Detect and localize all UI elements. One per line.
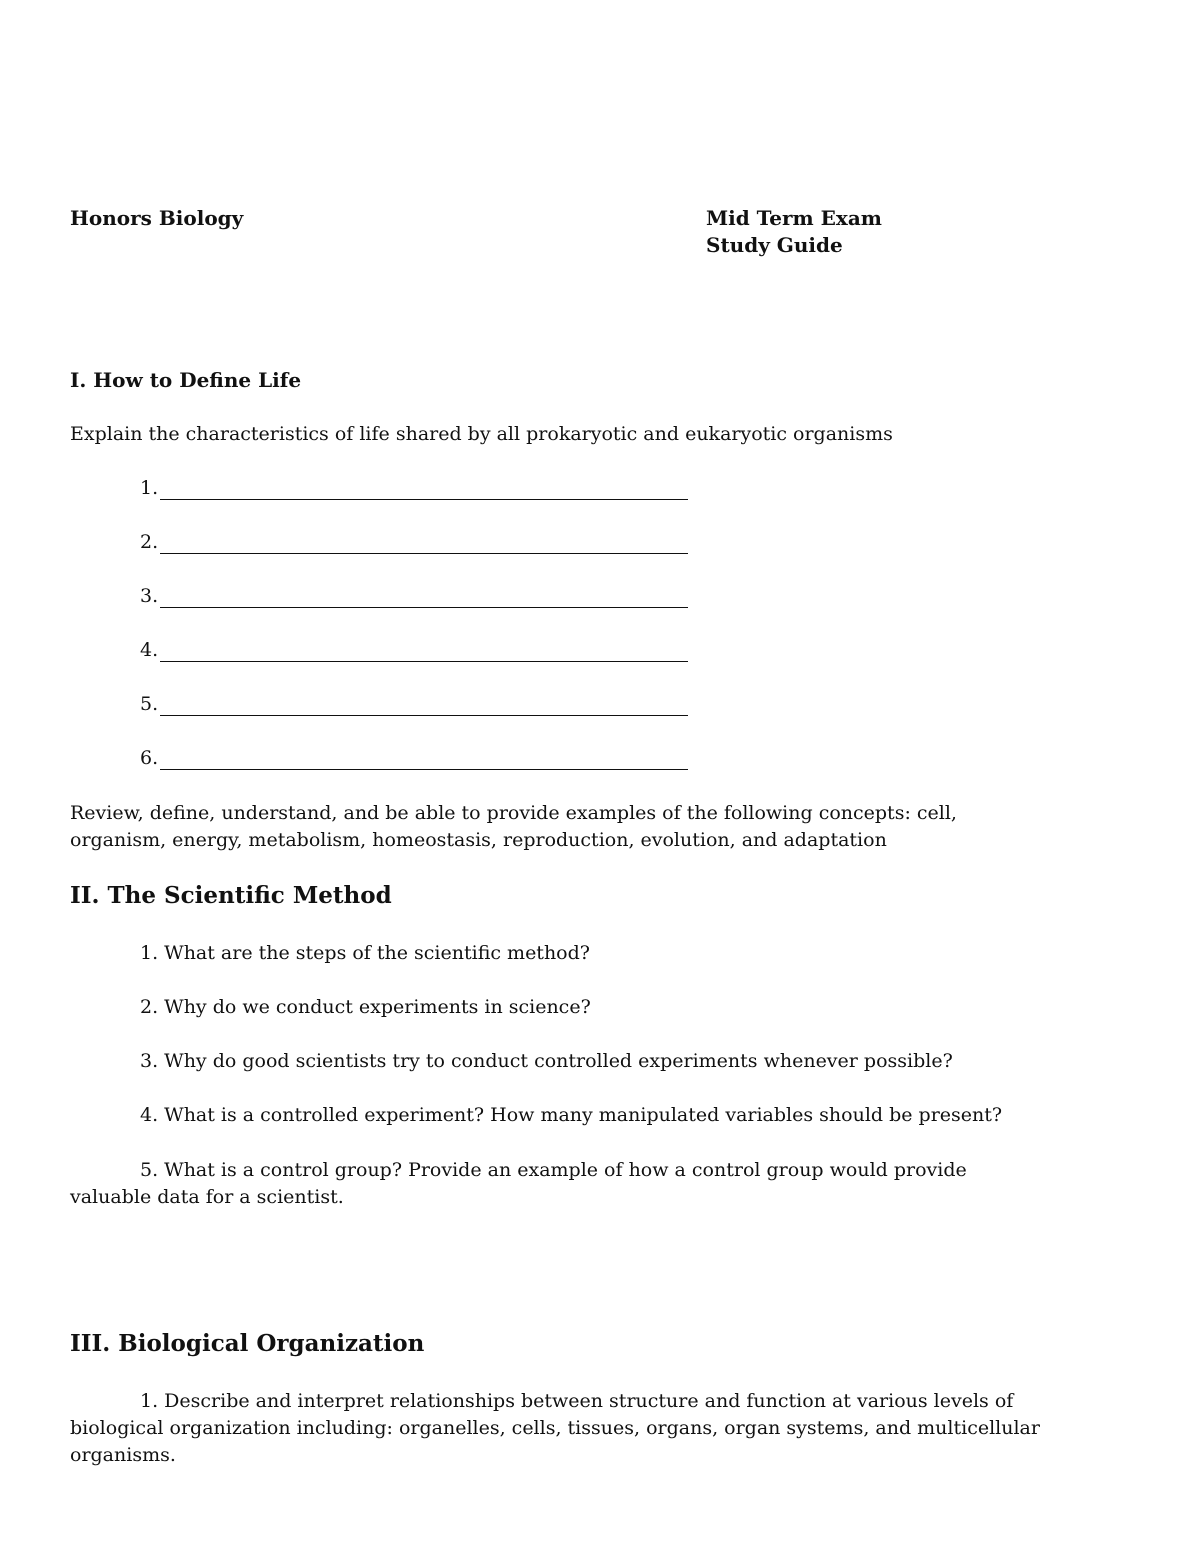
blank-line — [160, 769, 688, 770]
section-3-q1-line-3: organisms. — [70, 1444, 176, 1466]
blank-number: 6. — [140, 747, 159, 769]
blank-line — [160, 715, 688, 716]
question-item: 3. Why do good scientists try to conduct controlled experiments whenever possible? — [140, 1050, 953, 1072]
section-3-title: III. Biological Organization — [70, 1330, 425, 1357]
answer-blank-1[interactable] — [140, 477, 158, 503]
blank-number: 2. — [140, 531, 159, 553]
review-text-line-2: organism, energy, metabolism, homeostasis, reproduction, evolution, and adaptation — [70, 829, 887, 851]
answer-blank-4[interactable] — [140, 639, 158, 665]
answer-blank-5[interactable] — [140, 693, 158, 719]
answer-blank-2[interactable] — [140, 531, 158, 557]
exam-subtitle: Study Guide — [706, 233, 843, 257]
section-3-q1-line-2: biological organization including: organelles, cells, tissues, organs, organ systems, and multicellular — [70, 1417, 1040, 1439]
blank-number: 1. — [140, 477, 159, 499]
blank-line — [160, 499, 688, 500]
course-title: Honors Biology — [70, 206, 244, 230]
section-1-prompt: Explain the characteristics of life shared by all prokaryotic and eukaryotic organisms — [70, 423, 893, 445]
section-3-q1-line-1: 1. Describe and interpret relationships between structure and function at various levels of — [140, 1390, 1014, 1412]
question-item: 2. Why do we conduct experiments in science? — [140, 996, 591, 1018]
blank-line — [160, 607, 688, 608]
blank-line — [160, 553, 688, 554]
blank-number: 3. — [140, 585, 159, 607]
question-5-line-1: 5. What is a control group? Provide an example of how a control group would provide — [140, 1159, 967, 1181]
section-2-title: II. The Scientific Method — [70, 882, 392, 909]
exam-title: Mid Term Exam — [706, 206, 882, 230]
blank-number: 4. — [140, 639, 159, 661]
blank-number: 5. — [140, 693, 159, 715]
question-item: 4. What is a controlled experiment? How many manipulated variables should be present? — [140, 1104, 1003, 1126]
answer-blank-6[interactable] — [140, 747, 158, 773]
question-item: 1. What are the steps of the scientific method? — [140, 942, 590, 964]
review-text-line-1: Review, define, understand, and be able to provide examples of the following concepts: cell, — [70, 802, 957, 824]
question-5-line-2: valuable data for a scientist. — [70, 1186, 344, 1208]
section-1-title: I. How to Define Life — [70, 368, 302, 392]
answer-blank-3[interactable] — [140, 585, 158, 611]
blank-line — [160, 661, 688, 662]
